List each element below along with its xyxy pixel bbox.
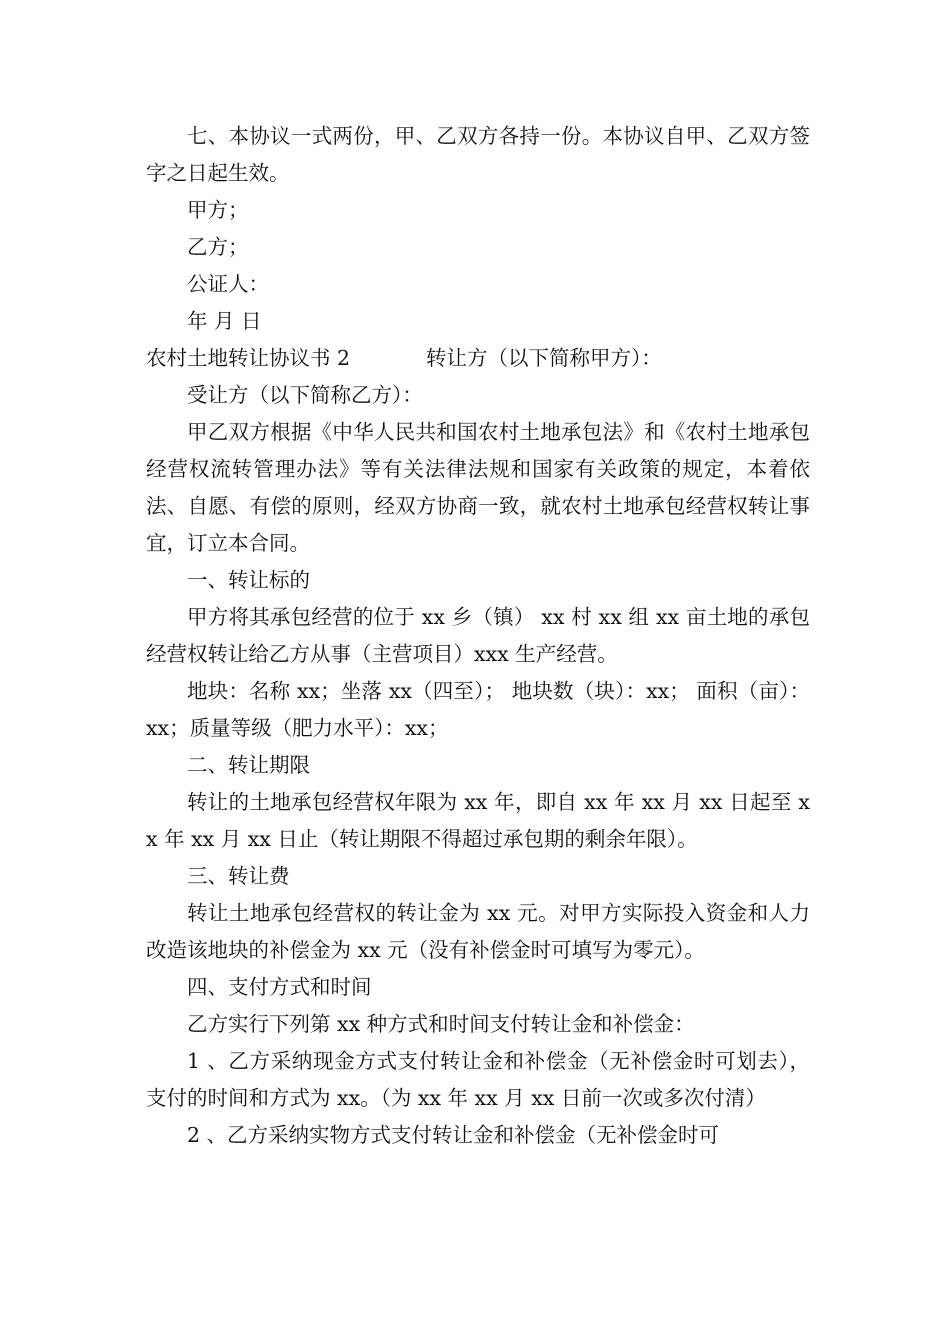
payment-option-2: 2 、乙方采纳实物方式支付转让金和补偿金（无补偿金时可 — [187, 1123, 720, 1147]
section-heading-4: 四、支付方式和时间 — [187, 975, 372, 999]
section-heading-3: 三、转让费 — [187, 864, 290, 888]
clause-seven: 七、本协议一式两份，甲、乙双方各持一份。本协议自甲、乙双方签字之日起生效。 — [146, 124, 810, 185]
section-3-paragraph: 转让土地承包经营权的转让金为 xx 元。对甲方实际投入资金和人力改造该地块的补偿金为 xx 元（没有补偿金时可填写为零元）。 — [146, 901, 810, 962]
preamble-paragraph: 甲乙双方根据《中华人民共和国农村土地承包法》和《农村土地承包经营权流转管理办法》等有关法律法规和国家有关政策的规定，本着依法、自愿、有偿的原则，经双方协商一致，就农村土地承包经营权转让事宜，订立本合同。 — [146, 420, 810, 555]
transferor-label: 转让方（以下简称甲方）： — [426, 346, 662, 370]
notary-line: 公证人： — [187, 272, 269, 296]
section-1-paragraph: 甲方将其承包经营的位于 xx 乡（镇） xx 村 xx 组 xx 亩土地的承包经营权转让给乙方从事（主营项目）xxx 生产经营。 — [146, 605, 810, 666]
party-a-signature-line: 甲方； — [187, 198, 249, 222]
section-heading-1: 一、转让标的 — [187, 568, 310, 592]
land-parcel-paragraph: 地块：名称 xx；坐落 xx（四至）； 地块数（块）：xx； 面积（亩）：xx；质量等级（肥力水平）：xx； — [146, 679, 810, 740]
date-line: 年 月 日 — [187, 309, 262, 333]
transferee-label: 受让方（以下简称乙方）： — [187, 383, 423, 407]
document-body — [146, 118, 810, 1154]
party-b-signature-line: 乙方； — [187, 235, 249, 259]
agreement-title-row — [146, 340, 810, 377]
section-heading-2: 二、转让期限 — [187, 753, 310, 777]
payment-option-1: 1 、乙方采纳现金方式支付转让金和补偿金（无补偿金时可划去），支付的时间和方式为 xx。（为 xx 年 xx 月 xx 日前一次或多次付清） — [146, 1049, 810, 1110]
section-4-intro: 乙方实行下列第 xx 种方式和时间支付转让金和补偿金： — [187, 1012, 695, 1036]
section-2-paragraph: 转让的土地承包经营权年限为 xx 年，即自 xx 年 xx 月 xx 日起至 xx 年 xx 月 xx 日止（转让期限不得超过承包期的剩余年限）。 — [146, 790, 810, 851]
agreement-title: 农村土地转让协议书 2 — [146, 346, 351, 370]
